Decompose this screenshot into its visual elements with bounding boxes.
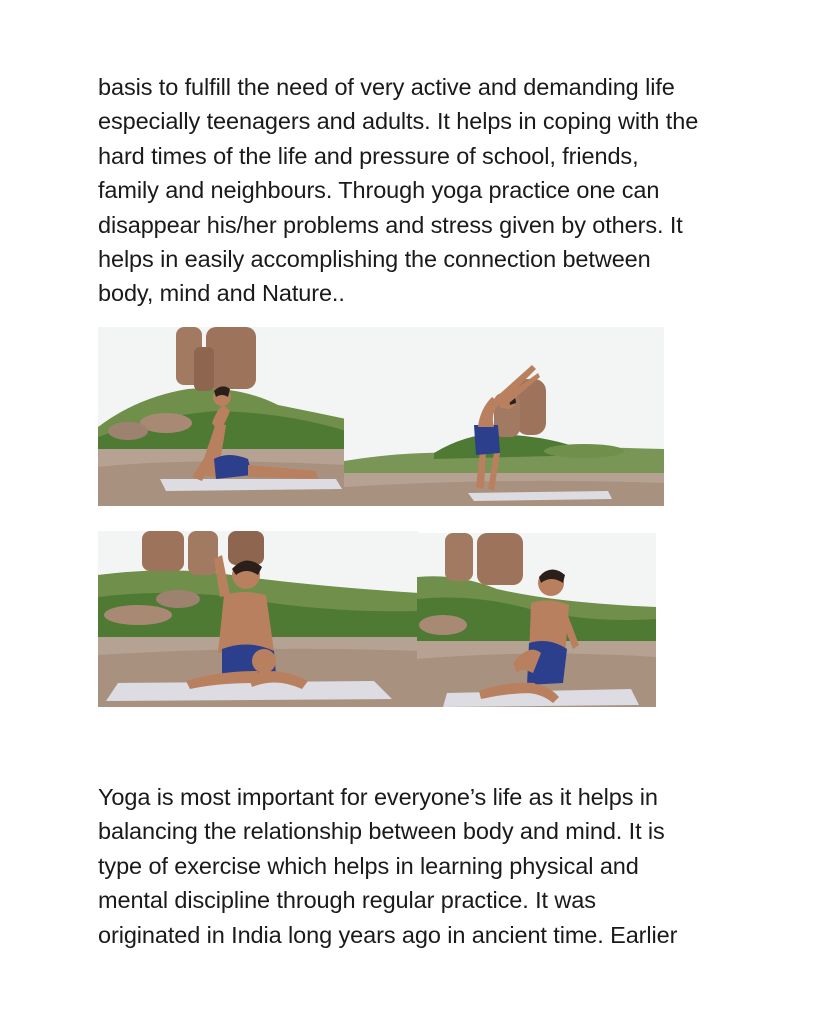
text-line: disappear his/her problems and stress given by others. It: [98, 211, 683, 238]
text-line: basis to fulfill the need of very active and demanding life: [98, 74, 675, 100]
yoga-photo-cobra-pose: [98, 327, 346, 506]
text-line: Yoga is most important for everyone’s life as it helps in: [98, 784, 658, 810]
text-line: originated in India long years ago in ancient time. Earlier: [98, 921, 678, 948]
paragraph-yoga-benefits: [98, 70, 748, 311]
yoga-photo-standing-backbend: [344, 327, 664, 506]
text-line: mental discipline through regular practice. It was: [98, 887, 596, 914]
paragraph-yoga-importance: [98, 780, 748, 952]
yoga-photo-spinal-twist: [417, 533, 656, 707]
text-line: body, mind and Nature..: [98, 280, 345, 307]
yoga-photo-cow-face-pose: [98, 531, 419, 707]
text-line: family and neighbours. Through yoga practice one can: [98, 177, 660, 204]
text-line: type of exercise which helps in learning physical and: [98, 852, 639, 879]
text-line: helps in easily accomplishing the connection between: [98, 246, 651, 273]
text-line: especially teenagers and adults. It helps in coping with the: [98, 108, 699, 135]
text-line: hard times of the life and pressure of school, friends,: [98, 142, 639, 169]
text-line: balancing the relationship between body and mind. It is: [98, 818, 665, 845]
